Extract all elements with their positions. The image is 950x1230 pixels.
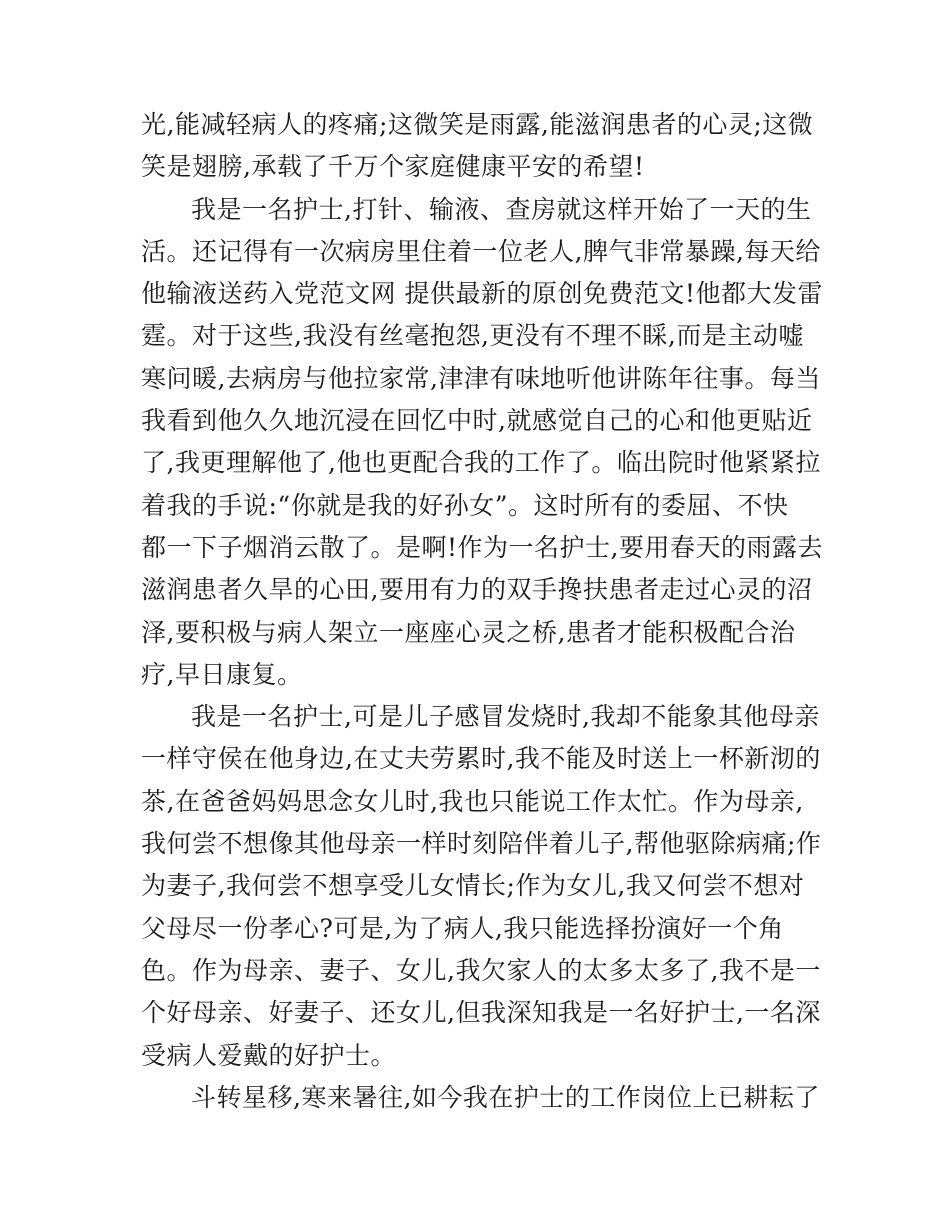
text-line: 一样守侯在他身边,在丈夫劳累时,我不能及时送上一杯新沏的 <box>141 744 821 774</box>
text-line: 着我的手说:“你就是我的好孙女”。这时所有的委屈、不快 <box>141 490 789 520</box>
text-line: 我是一名护士,可是儿子感冒发烧时,我却不能象其他母亲 <box>191 702 820 732</box>
text-line: 父母尽一份孝心?可是,为了病人,我只能选择扮演好一个角 <box>141 913 784 943</box>
paragraph-4 <box>141 1077 821 1119</box>
text-line: 笑是翅膀,承载了千万个家庭健康平安的希望! <box>141 152 645 182</box>
text-line: 泽,要积极与病人架立一座座心灵之桥,患者才能积极配合治 <box>141 617 796 647</box>
text-line: 个好母亲、好妻子、还女儿,但我深知我是一名好护士,一名深 <box>141 998 821 1028</box>
paragraph-1 <box>141 104 821 189</box>
text-line: 疗,早日康复。 <box>141 659 303 689</box>
text-line: 茶,在爸爸妈妈思念女儿时,我也只能说工作太忙。作为母亲, <box>141 786 804 816</box>
text-line: 寒问暖,去病房与他拉家常,津津有味地听他讲陈年往事。每当 <box>141 363 821 393</box>
document-body <box>141 104 821 1119</box>
text-line: 我何尝不想像其他母亲一样时刻陪伴着儿子,帮他驱除病痛;作 <box>141 829 822 859</box>
text-line: 了,我更理解他了,他也更配合我的工作了。临出院时他紧紧拉 <box>141 448 821 478</box>
text-line: 光,能减轻病人的疼痛;这微笑是雨露,能滋润患者的心灵;这微 <box>141 110 814 139</box>
paragraph-2 <box>141 189 821 697</box>
text-line: 色。作为母亲、妻子、女儿,我欠家人的太多太多了,我不是一 <box>141 955 821 985</box>
paragraph-3 <box>141 696 821 1077</box>
text-line: 斗转星移,寒来暑往,如今我在护士的工作岗位上已耕耘了 <box>191 1082 820 1112</box>
text-line: 我是一名护士,打针、输液、查房就这样开始了一天的生 <box>191 194 812 224</box>
text-line: 滋润患者久旱的心田,要用有力的双手搀扶患者走过心灵的沼 <box>141 575 813 605</box>
text-line: 他输液送药入党范文网 提供最新的原创免费范文!他都大发雷 <box>141 279 823 309</box>
text-line: 都一下子烟消云散了。是啊!作为一名护士,要用春天的雨露去 <box>141 532 823 562</box>
text-line: 为妻子,我何尝不想享受儿女情长;作为女儿,我又何尝不想对 <box>141 871 805 901</box>
text-line: 我看到他久久地沉浸在回忆中时,就感觉自己的心和他更贴近 <box>141 406 813 436</box>
text-line: 活。还记得有一次病房里住着一位老人,脾气非常暴躁,每天给 <box>141 236 821 266</box>
text-line: 受病人爱戴的好护士。 <box>141 1040 397 1070</box>
text-line: 霆。对于这些,我没有丝毫抱怨,更没有不理不睬,而是主动嘘 <box>141 321 804 351</box>
